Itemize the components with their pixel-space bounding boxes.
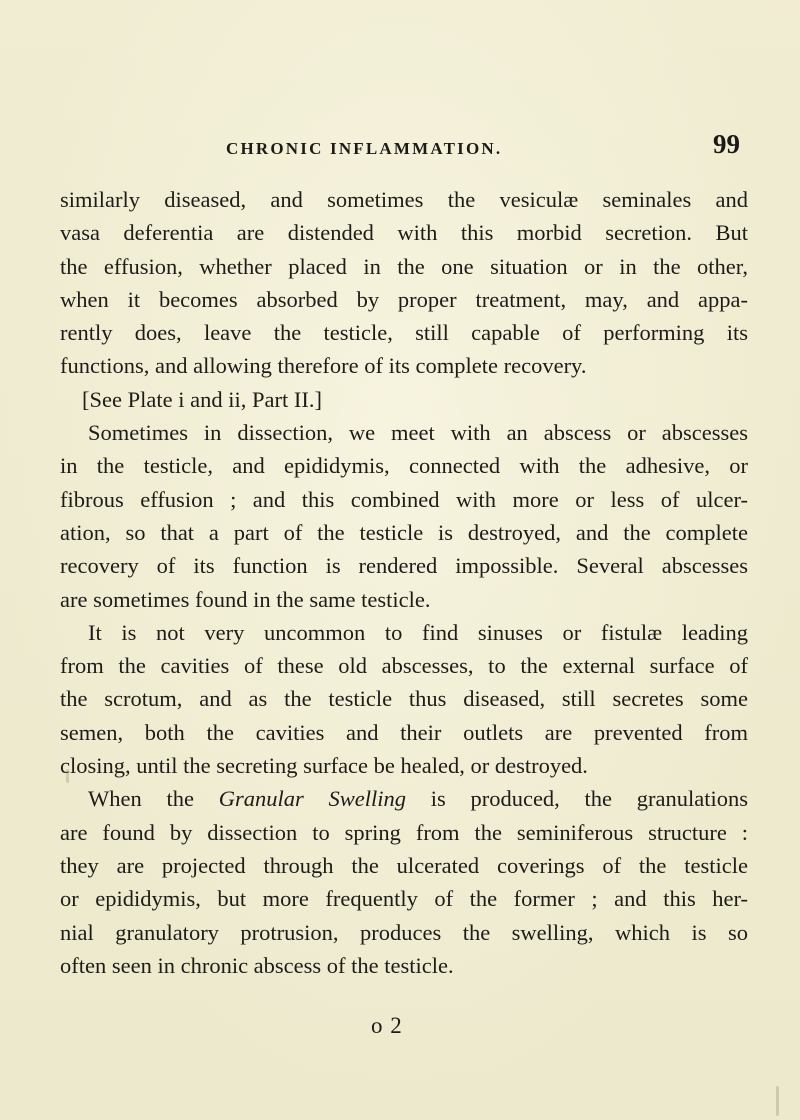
- running-head: [60, 129, 740, 163]
- text-line: are sometimes found in the same testicle.: [60, 586, 431, 612]
- text-line: vasa deferentia are distended with this morbid secretion. But: [60, 220, 748, 246]
- text-line: recovery of its function is rendered impossible. Several abscesses: [60, 553, 748, 579]
- text-line: nial granulatory protrusion, produces the swelling, which is so: [60, 919, 748, 945]
- page-number: 99: [713, 129, 740, 159]
- paper-mark: [66, 769, 69, 783]
- text-line: closing, until the secreting surface be healed, or destroyed.: [60, 753, 588, 779]
- running-title: CHRONIC INFLAMMATION.: [226, 139, 503, 158]
- line-lead: When the: [88, 786, 219, 812]
- body-text: [60, 183, 748, 982]
- text-line: the effusion, whether placed in the one situation or in the other,: [60, 253, 748, 279]
- text-line: are found by dissection to spring from the seminiferous structure :: [60, 819, 748, 845]
- paragraph-start: Sometimes in dissection, we meet with an abscess or abscesses: [88, 420, 748, 446]
- text-line: they are projected through the ulcerated coverings of the testicle: [60, 852, 748, 878]
- text-line: semen, both the cavities and their outlets are prevented from: [60, 719, 748, 745]
- text-line: from the cavities of these old abscesses, to the external surface of: [60, 653, 748, 679]
- text-line: or epididymis, but more frequently of the former ; and this her-: [60, 886, 748, 912]
- text-line: similarly diseased, and sometimes the vesiculæ seminales and: [60, 187, 748, 212]
- text-line: in the testicle, and epididymis, connected with the adhesive, or: [60, 453, 748, 479]
- paper-mark: [776, 1086, 779, 1116]
- plate-reference: [See Plate i and ii, Part II.]: [82, 386, 322, 412]
- paragraph-start-granular: [60, 782, 748, 815]
- text-line: rently does, leave the testicle, still capable of performing its: [60, 320, 748, 346]
- text-line: when it becomes absorbed by proper treatment, may, and appa-: [60, 286, 748, 312]
- line-tail: is produced, the granulations: [405, 786, 749, 812]
- text-line: functions, and allowing therefore of its complete recovery.: [60, 353, 587, 379]
- paragraph-start: It is not very uncommon to find sinuses or fistulæ leading: [88, 619, 748, 645]
- text-line: fibrous effusion ; and this combined with more or less of ulcer-: [60, 486, 748, 512]
- signature-mark: o 2: [371, 1013, 403, 1038]
- italic-term: Granular Swelling: [218, 786, 406, 812]
- text-line: often seen in chronic abscess of the testicle.: [60, 952, 454, 978]
- text-line: ation, so that a part of the testicle is destroyed, and the complete: [60, 519, 748, 545]
- text-line: the scrotum, and as the testicle thus diseased, still secretes some: [60, 686, 748, 712]
